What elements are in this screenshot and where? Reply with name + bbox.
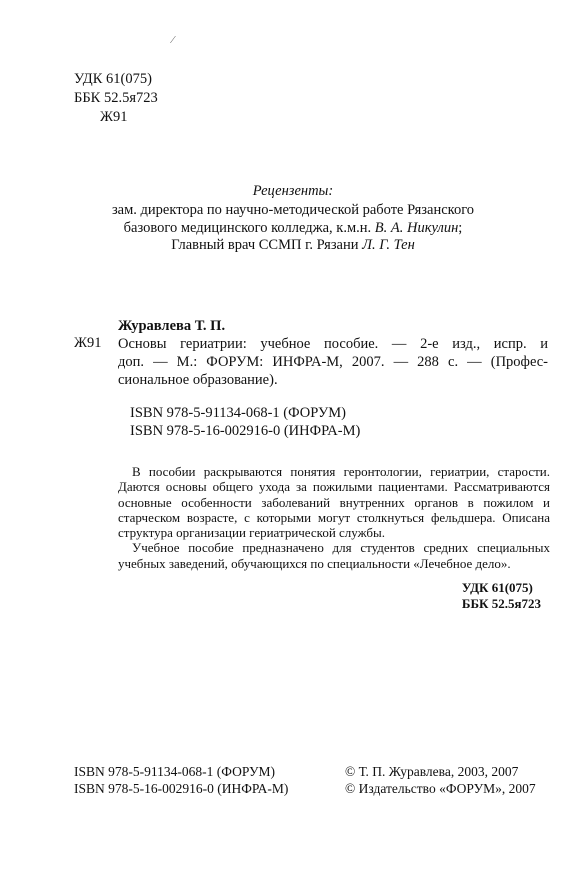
classification-codes-right: [462, 580, 541, 612]
bbk-code: ББК 52.5я723: [74, 90, 158, 106]
footer-copyright: [345, 764, 536, 797]
bbk-code-right: ББК 52.5я723: [461, 596, 541, 611]
reviewer-line-3-text: Главный врач ССМП г. Рязани: [171, 237, 363, 253]
annotation-line: структура организации гериатрической службы.: [118, 525, 386, 541]
isbn-forum: ISBN 978-5-91134-068-1 (ФОРУМ): [130, 405, 346, 421]
annotation-line: учебных заведений, обучающихся по специальности «Лечебное дело».: [118, 555, 511, 571]
isbn-infra: ISBN 978-5-16-002916-0 (ИНФРА-М): [130, 423, 361, 439]
copyright-publisher: © Издательство «ФОРУМ», 2007: [345, 780, 536, 796]
footer-isbn-forum: ISBN 978-5-91134-068-1 (ФОРУМ): [74, 764, 276, 779]
reviewer-line-1: зам. директора по научно-методической работе Рязанского: [111, 202, 475, 218]
annotation-line: В пособии раскрываются понятия геронтологии, гериатрии, старости.: [132, 464, 550, 479]
annotation: [118, 464, 550, 571]
bib-line: сиональное образование).: [118, 372, 278, 388]
reviewer-line-2-text: базового медицинского колледжа, к.м.н.: [123, 219, 375, 236]
bibliographic-description: [118, 335, 548, 389]
reviewers-title: Рецензенты:: [252, 183, 334, 199]
annotation-line: Даются основы общего ухода за пожилыми пациентами. Рассматриваются: [118, 479, 550, 495]
annotation-line: Учебное пособие предназначено для студентов средних специальных: [132, 540, 550, 556]
bibliography-code: Ж91: [74, 335, 102, 351]
reviewer-line-2-tail: ;: [458, 219, 463, 236]
udk-code: УДК 61(075): [74, 71, 152, 87]
copyright-author: © Т. П. Журавлева, 2003, 2007: [345, 764, 519, 779]
reviewer-name-2: Л. Г. Тен: [362, 237, 415, 253]
scan-mark: ⁄: [172, 34, 174, 46]
isbn-block: [130, 404, 360, 440]
bib-line: Основы гериатрии: учебное пособие. — 2-е изд., испр. и: [118, 336, 548, 352]
classification-codes: [74, 70, 158, 127]
annotation-line: основные особенности заболеваний внутренних органов в пожилом и: [118, 494, 550, 510]
annotation-line: старческом возрасте, с которыми могут столкнуться фельдшера. Описана: [118, 509, 550, 525]
reviewer-line-3: [0, 237, 586, 255]
author-mark: Ж91: [100, 109, 128, 125]
bib-line: доп. — М.: ФОРУМ: ИНФРА-М, 2007. — 288 с. — (Профес-: [118, 354, 548, 370]
reviewers-block: [0, 202, 586, 255]
reviewer-name-1: В. А. Никулин: [374, 219, 459, 236]
footer-isbn-infra: ISBN 978-5-16-002916-0 (ИНФРА-М): [74, 780, 289, 796]
book-author: Журавлева Т. П.: [118, 318, 226, 334]
footer-isbn: [74, 764, 288, 797]
reviewer-line-2: [0, 220, 586, 238]
udk-code-right: УДК 61(075): [461, 580, 533, 595]
